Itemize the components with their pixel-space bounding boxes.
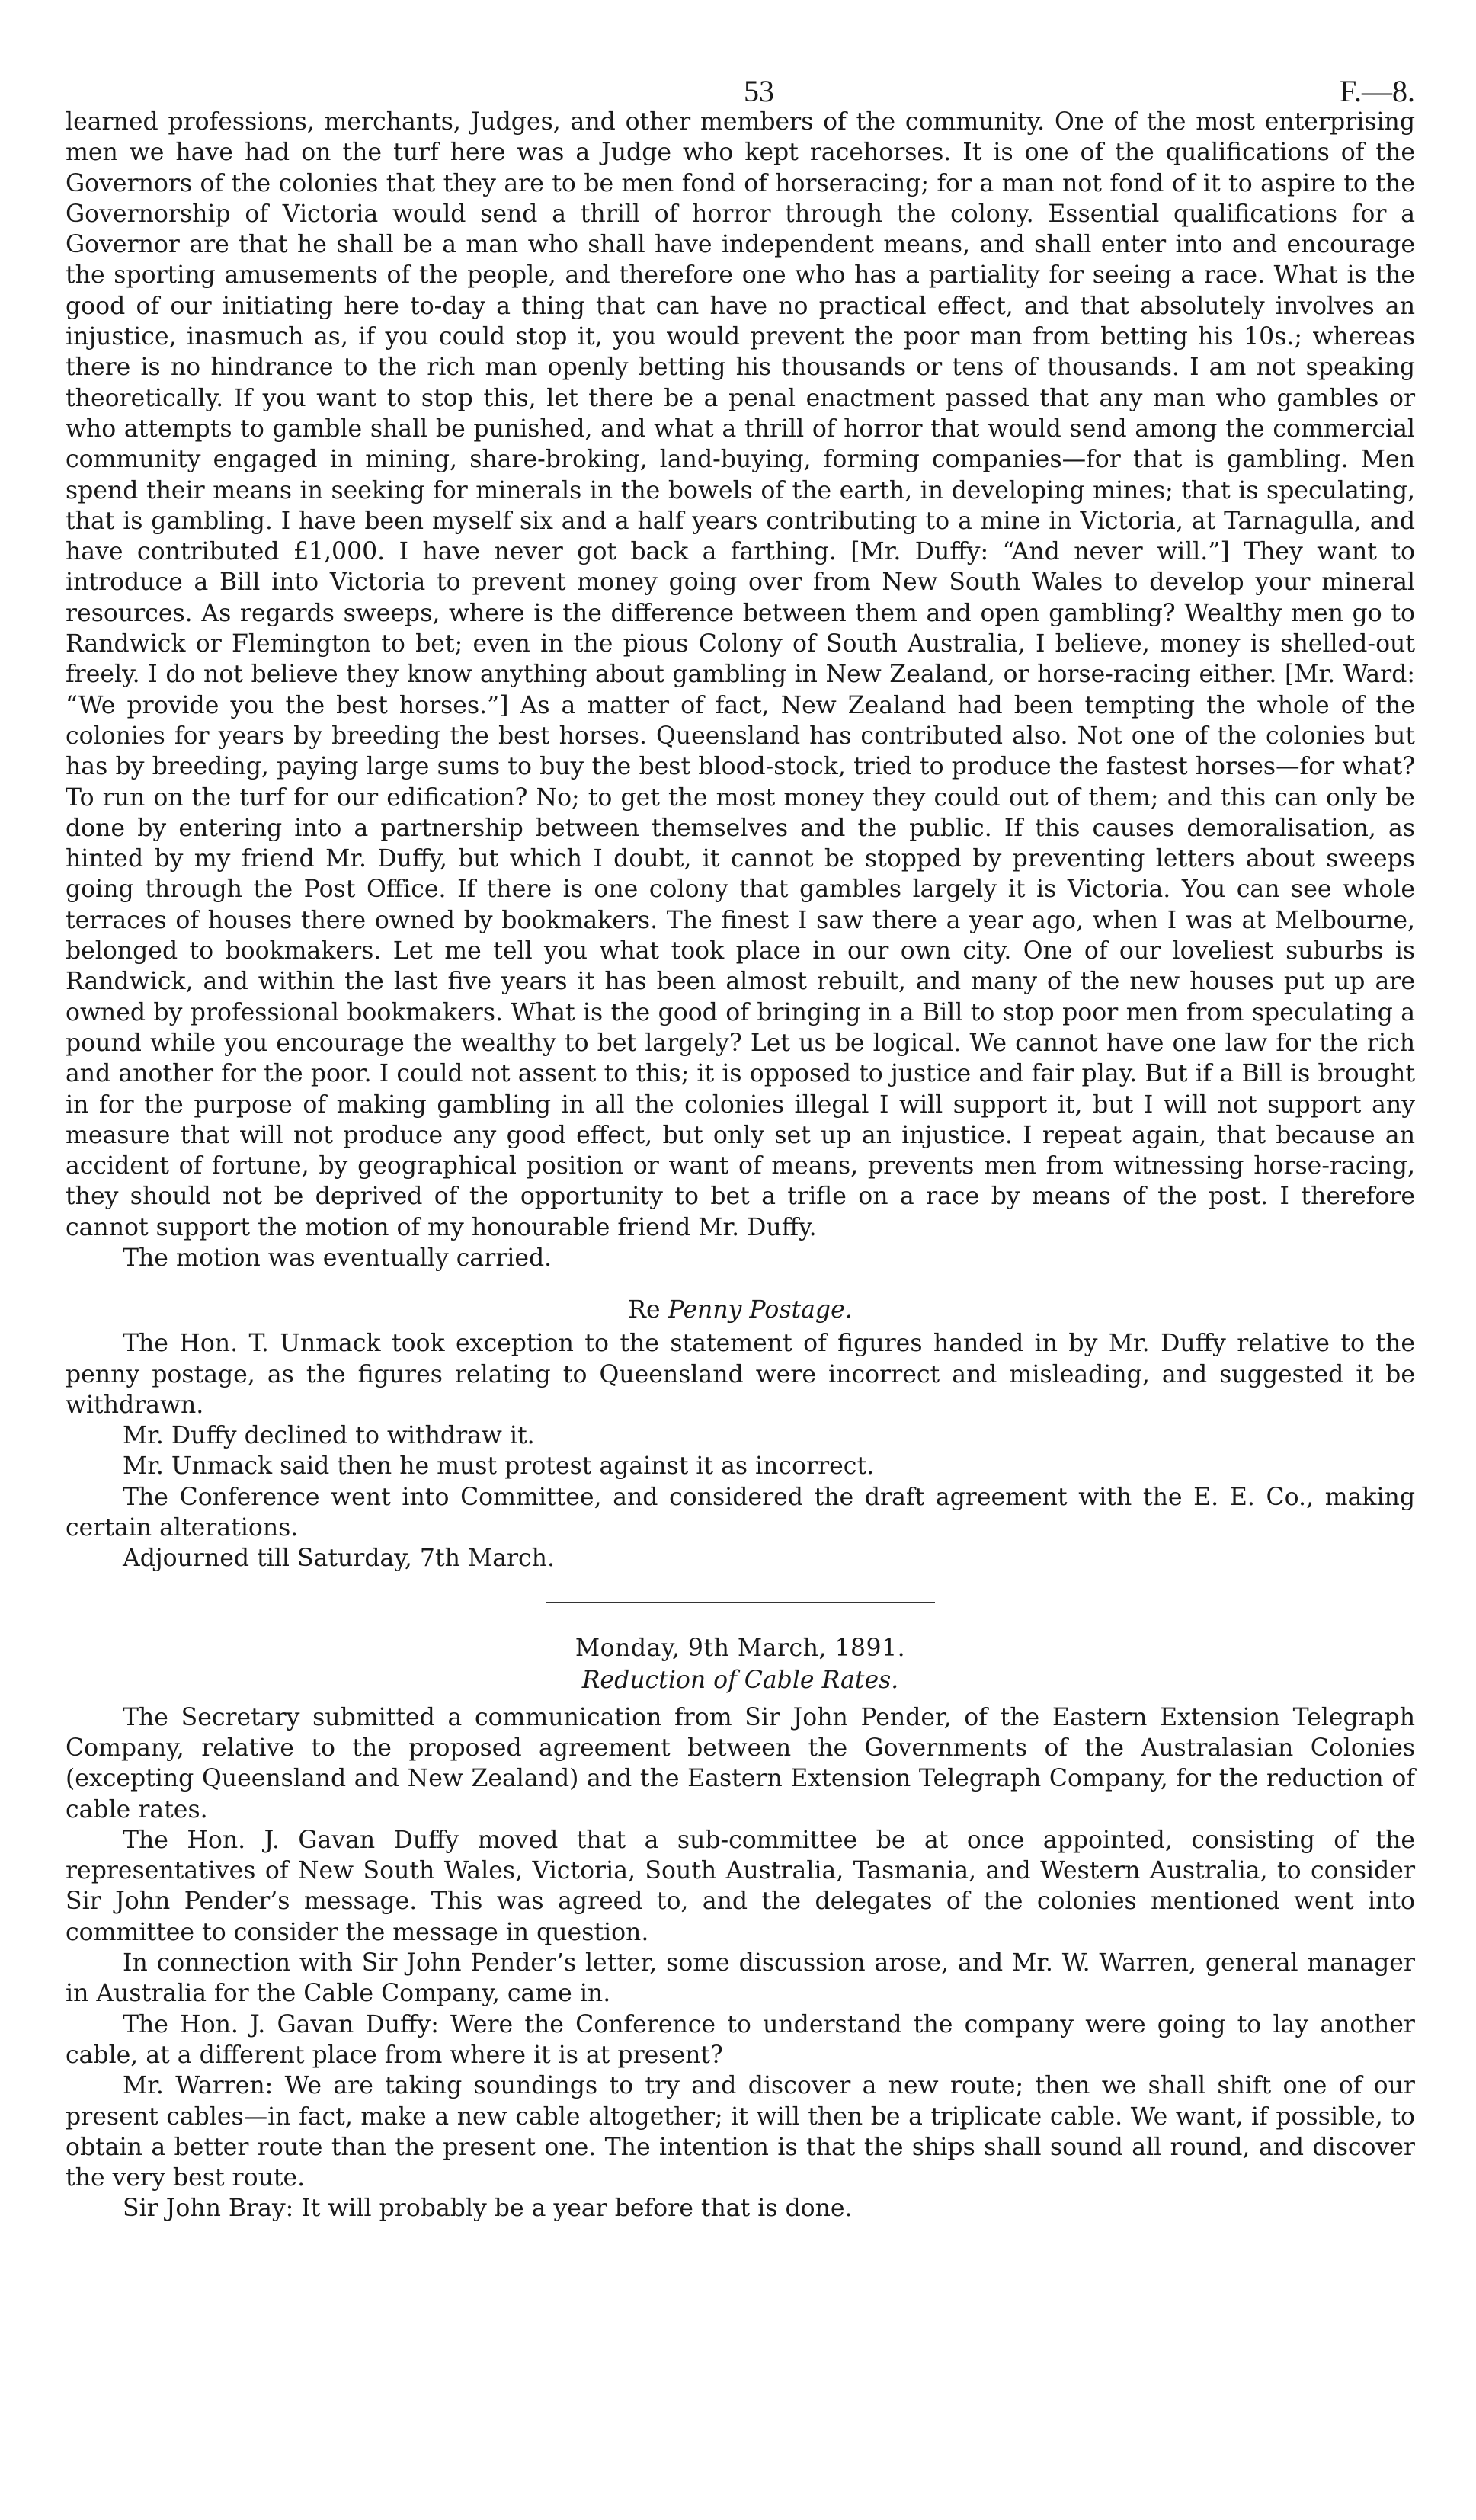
paragraph: Mr. Unmack said then he must protest against it as incorrect. (123, 1452, 875, 1481)
paragraph: The Conference went into Committee, and considered the draft agreement with the E. E. Co., making certain alterations. (66, 1483, 1415, 1542)
section-divider (546, 1602, 935, 1603)
paragraph: The Secretary submitted a communication from Sir John Pender, of the Eastern Extension Telegraph Company, relative to the proposed agreement between the Governments of the Australasian Colonies (excepting Queensland and New Zealand) and the Eastern Extension Telegraph Company, for the reduction of cable rates. (66, 1703, 1415, 1824)
document-body (66, 107, 1415, 2224)
speech-paragraph: learned professions, merchants, Judges, and other members of the community. One of the most enterprising men we have had on the turf here was a Judge who kept racehorses. It is one of the qualifications of the Governors of the colonies that they are to be men fond of horseracing; for a man not fond of it to aspire to the Governorship of Victoria would send a thrill of horror through the colony. Essential qualifications for a Governor are that he shall be a man who shall have independent means, and shall enter into and encourage the sporting amusements of the people, and therefore one who has a partiality for seeing a race. What is the good of our initiating here to-day a thing that can have no practical effect, and that absolutely involves an injustice, inasmuch as, if you could stop it, you would prevent the poor man from betting his 10s.; whereas there is no hindrance to the rich man openly betting his thousands or tens of thousands. I am not speaking theoretically. If you want to stop this, let there be a penal enactment passed that any man who gambles or who attempts to gamble shall be punished, and what a thrill of horror that would send among the commercial community engaged in mining, share-broking, land-buying, forming companies—for that is gambling. Men spend their means in seeking for minerals in the bowels of the earth, in developing mines; that is speculating, that is gambling. I have been myself six and a half years contributing to a mine in Victoria, at Tarnagulla, and have contributed £1,000. I have never got back a farthing. [Mr. Duffy: “And never will.”] They want to introduce a Bill into Victoria to prevent money going over from New South Wales to develop your mineral resources. As regards sweeps, where is the difference between them and open gambling? Wealthy men go to Randwick or Flemington to bet; even in the pious Colony of South Australia, I believe, money is shelled-out freely. I do not believe they know anything about gambling in New Zealand, or horse-racing either. [Mr. Ward: “We provide you the best horses.”] As a matter of fact, New Zealand had been tempting the whole of the colonies for years by breeding the best horses. Queensland has contributed also. Not one of the colonies but has by breeding, paying large sums to buy the best blood-stock, tried to produce the fastest horses—for what? To run on the turf for our edification? No; to get the most money they could out of them; and this can only be done by entering into a partnership between themselves and the public. If this causes demoralisation, as hinted by my friend Mr. Duffy, but which I doubt, it cannot be stopped by preventing letters about sweeps going through the Post Office. If there is one colony that gambles largely it is Victoria. You can see whole terraces of houses there owned by bookmakers. The finest I saw there a year ago, when I was at Melbourne, belonged to bookmakers. Let me tell you what took place in our own city. One of our loveliest suburbs is Randwick, and within the last five years it has been almost rebuilt, and many of the new houses put up are owned by professional bookmakers. What is the good of bringing in a Bill to stop poor men from speculating a pound while you encourage the wealthy to bet largely? Let us be logical. We cannot have one law for the rich and another for the poor. I could not assent to this; it is opposed to justice and fair play. But if a Bill is brought in for the purpose of making gambling in all the colonies illegal I will support it, but I will not support any measure that will not produce any good effect, but only set up an injustice. I repeat again, that because an accident of fortune, by geographical position or want of means, prevents men from witnessing horse-racing, they should not be deprived of the opportunity to bet a trifle on a race by means of the post. I therefore cannot support the motion of my honourable friend Mr. Duffy. (66, 108, 1415, 1241)
paragraph: Mr. Duffy declined to withdraw it. (123, 1422, 535, 1450)
heading-prefix: Re (628, 1296, 661, 1324)
document-reference: F.—8. (1339, 74, 1415, 108)
section-heading-penny-postage (66, 1295, 1415, 1325)
motion-result: The motion was eventually carried. (123, 1244, 552, 1272)
date-heading: Monday, 9th March, 1891. (575, 1634, 906, 1662)
page-number: 53 (744, 74, 774, 108)
paragraph: The Hon. J. Gavan Duffy moved that a sub-committee be at once appointed, consisting of the representatives of New South Wales, Victoria, South Australia, Tasmania, and Western Australia, to consider Sir John Pender’s message. This was agreed to, and the delegates of the colonies mentioned went into committee to consider the message in question. (66, 1826, 1415, 1946)
section-subheading: Reduction of Cable Rates. (581, 1666, 899, 1694)
heading-title: Penny Postage. (668, 1296, 853, 1324)
page-header (66, 46, 1415, 107)
paragraph: The Hon. T. Unmack took exception to the statement of figures handed in by Mr. Duffy relative to the penny postage, as the figures relating to Queensland were incorrect and misleading, and suggested it be withdrawn. (66, 1330, 1415, 1419)
paragraph: Mr. Warren: We are taking soundings to try and discover a new route; then we shall shift one of our present cables—in fact, make a new cable altogether; it will then be a triplicate cable. We want, if possible, to obtain a better route than the present one. The intention is that the ships shall sound all round, and discover the very best route. (66, 2072, 1415, 2192)
paragraph: Sir John Bray: It will probably be a year before that is done. (123, 2195, 853, 2223)
paragraph: Adjourned till Saturday, 7th March. (123, 1545, 555, 1573)
paragraph: In connection with Sir John Pender’s letter, some discussion arose, and Mr. W. Warren, general manager in Australia for the Cable Company, came in. (66, 1949, 1415, 2008)
paragraph: The Hon. J. Gavan Duffy: Were the Conference to understand the company were going to lay another cable, at a different place from where it is at present? (66, 2010, 1415, 2069)
